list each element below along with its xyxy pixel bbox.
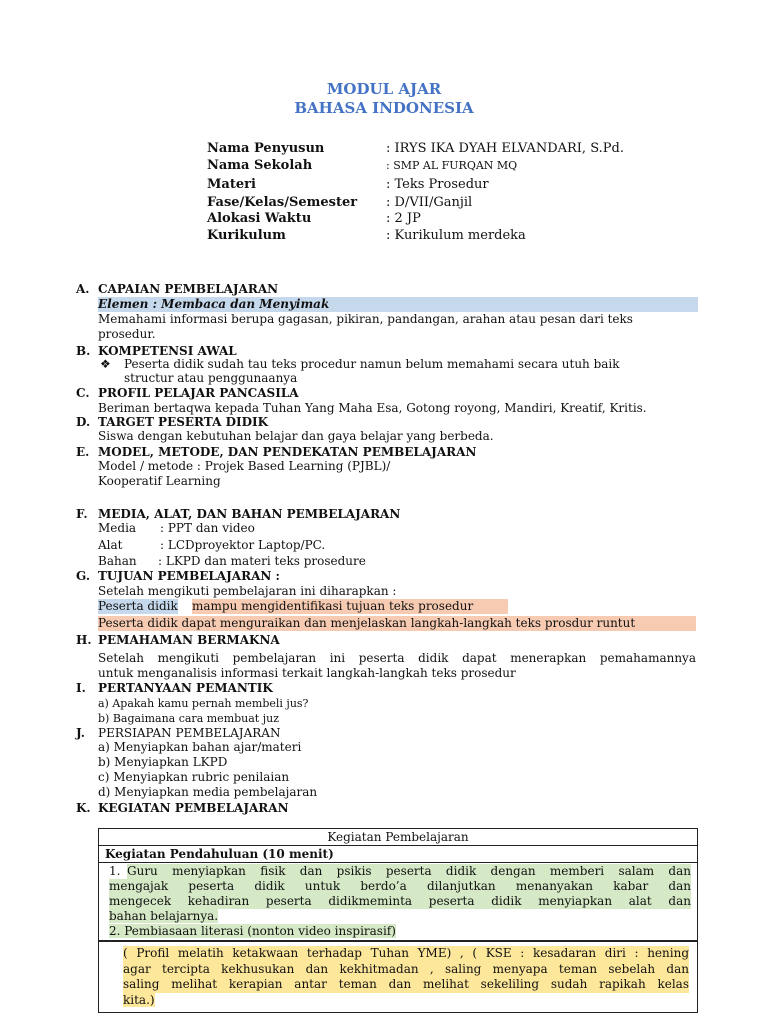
value-nama-sekolah: : SMP AL FURQAN MQ <box>386 159 518 172</box>
section-j-title: PERSIAPAN PEMBELAJARAN <box>98 726 281 740</box>
section-e-title: MODEL, METODE, DAN PENDEKATAN PEMBELAJARAN <box>98 445 477 459</box>
profile-line2: agar tercipta kekhusukan dan kekhitmadan , saling menyapa teman sebelah dan <box>123 961 689 976</box>
section-a-letter: A. <box>76 282 90 296</box>
table-subheader: Kegiatan Pendahuluan (10 menit) <box>99 846 698 863</box>
section-b-letter: B. <box>76 344 91 358</box>
item1-number: 1. <box>109 864 121 878</box>
table-header: Kegiatan Pembelajaran <box>99 829 698 846</box>
prep-item-1: a) Menyiapkan bahan ajar/materi <box>98 740 302 754</box>
section-g-title: TUJUAN PEMBELAJARAN : <box>98 569 280 583</box>
profile-line1: ( Profil melatih ketakwaan terhadap Tuhan YME) , ( KSE : kesadaran diri : hening <box>123 946 689 960</box>
section-e-letter: E. <box>76 445 90 459</box>
value-nama-penyusun: : IRYS IKA DYAH ELVANDARI, S.Pd. <box>386 141 624 156</box>
item1-line3: mengecek kehadiran peserta didikmeminta peserta didik menyiapkan alat dan <box>109 894 691 908</box>
profile-line4: kita.) <box>123 992 155 1007</box>
profile-line3: saling melihat kerapian antar teman dan melihat sekeliling sudah rapikah kelas <box>123 977 689 991</box>
section-h-line2: untuk menganalisis informasi terkait langkah-langkah teks prosedur <box>98 666 516 680</box>
section-h-line1: Setelah mengikuti pembelajaran ini peserta didik dapat menerapkan pemahamannya <box>98 651 696 665</box>
label-fase: Fase/Kelas/Semester <box>207 195 358 210</box>
media-value: : PPT dan video <box>160 521 255 535</box>
section-d-letter: D. <box>76 415 91 429</box>
section-e-line2: Kooperatif Learning <box>98 474 221 488</box>
table-header-row <box>99 829 698 846</box>
bullet-icon: ❖ <box>100 357 111 371</box>
doc-title-line1: MODUL AJAR <box>326 80 442 98</box>
question-1: a) Apakah kamu pernah membeli jus? <box>98 697 309 710</box>
section-c-text: Beriman bertaqwa kepada Tuhan Yang Maha Esa, Gotong royong, Mandiri, Kreatif, Kritis. <box>98 401 647 415</box>
item1-line4: bahan belajarnya. <box>109 909 219 923</box>
prep-item-2: b) Menyiapkan LKPD <box>98 755 228 769</box>
value-fase: : D/VII/Ganjil <box>386 195 473 210</box>
label-alokasi: Alokasi Waktu <box>207 211 312 226</box>
question-2: b) Bagaimana cara membuat juz <box>98 712 280 725</box>
section-k-title: KEGIATAN PEMBELAJARAN <box>98 801 289 815</box>
section-f-title: MEDIA, ALAT, DAN BAHAN PEMBELAJARAN <box>98 507 401 521</box>
goal1-text: mampu mengidentifikasi tujuan teks prosedur <box>192 599 508 614</box>
goal2-text: Peserta didik dapat menguraikan dan menjelaskan langkah-langkah teks prosdur runtut <box>98 616 696 631</box>
section-c-letter: C. <box>76 386 90 400</box>
label-nama-sekolah: Nama Sekolah <box>207 158 313 173</box>
section-f-letter: F. <box>76 507 88 521</box>
value-kurikulum: : Kurikulum merdeka <box>386 228 526 243</box>
section-a-title: CAPAIAN PEMBELAJARAN <box>98 282 279 296</box>
section-e-line1: Model / metode : Projek Based Learning (PJBL)/ <box>98 459 391 473</box>
label-kurikulum: Kurikulum <box>207 228 286 243</box>
section-g-letter: G. <box>76 569 90 583</box>
section-i-title: PERTANYAAN PEMANTIK <box>98 681 273 695</box>
section-d-text: Siswa dengan kebutuhan belajar dan gaya belajar yang berbeda. <box>98 429 494 443</box>
table-row <box>99 863 698 941</box>
alat-value: : LCDproyektor Laptop/PC. <box>160 538 326 552</box>
section-a-element: Elemen : Membaca dan Menyimak <box>98 297 698 312</box>
activity-table <box>98 828 698 941</box>
bahan-label: Bahan <box>98 554 137 568</box>
section-h-title: PEMAHAMAN BERMAKNA <box>98 633 280 647</box>
section-k-letter: K. <box>76 801 91 815</box>
section-d-title: TARGET PESERTA DIDIK <box>98 415 269 429</box>
section-b-line2: structur atau penggunaanya <box>124 371 298 385</box>
section-b-title: KOMPETENSI AWAL <box>98 344 237 358</box>
prep-item-4: d) Menyiapkan media pembelajaran <box>98 785 318 799</box>
alat-label: Alat <box>98 538 123 552</box>
item1-line2: mengajak peserta didik untuk berdo’a dilanjutkan menanyakan kabar dan <box>109 879 691 893</box>
section-a-line1: Memahami informasi berupa gagasan, pikiran, pandangan, arahan atau pesan dari teks <box>98 312 633 326</box>
prep-item-3: c) Menyiapkan rubric penilaian <box>98 770 290 784</box>
section-j-letter: J. <box>76 726 85 740</box>
table-subheader-row <box>99 846 698 863</box>
profile-box <box>98 941 698 1013</box>
section-c-title: PROFIL PELAJAR PANCASILA <box>98 386 299 400</box>
goal1-subject: Peserta didik <box>98 599 178 613</box>
section-h-letter: H. <box>76 633 92 647</box>
label-nama-penyusun: Nama Penyusun <box>207 141 325 156</box>
media-label: Media <box>98 521 137 535</box>
section-g-intro: Setelah mengikuti pembelajaran ini diharapkan : <box>98 584 397 598</box>
section-b-line1: Peserta didik sudah tau teks procedur namun belum memahami secara utuh baik <box>124 357 620 371</box>
section-a-line2: prosedur. <box>98 327 156 341</box>
bahan-value: : LKPD dan materi teks prosedure <box>158 554 366 568</box>
label-materi: Materi <box>207 177 256 192</box>
value-materi: : Teks Prosedur <box>386 177 489 192</box>
value-alokasi: : 2 JP <box>386 211 421 226</box>
doc-title-line2: BAHASA INDONESIA <box>294 99 474 117</box>
item1-line1: Guru menyiapkan fisik dan psikis peserta didik dengan memberi salam dan <box>127 864 691 878</box>
section-i-letter: I. <box>76 681 86 695</box>
item2-text: 2. Pembiasaan literasi (nonton video inspirasif) <box>109 924 396 938</box>
